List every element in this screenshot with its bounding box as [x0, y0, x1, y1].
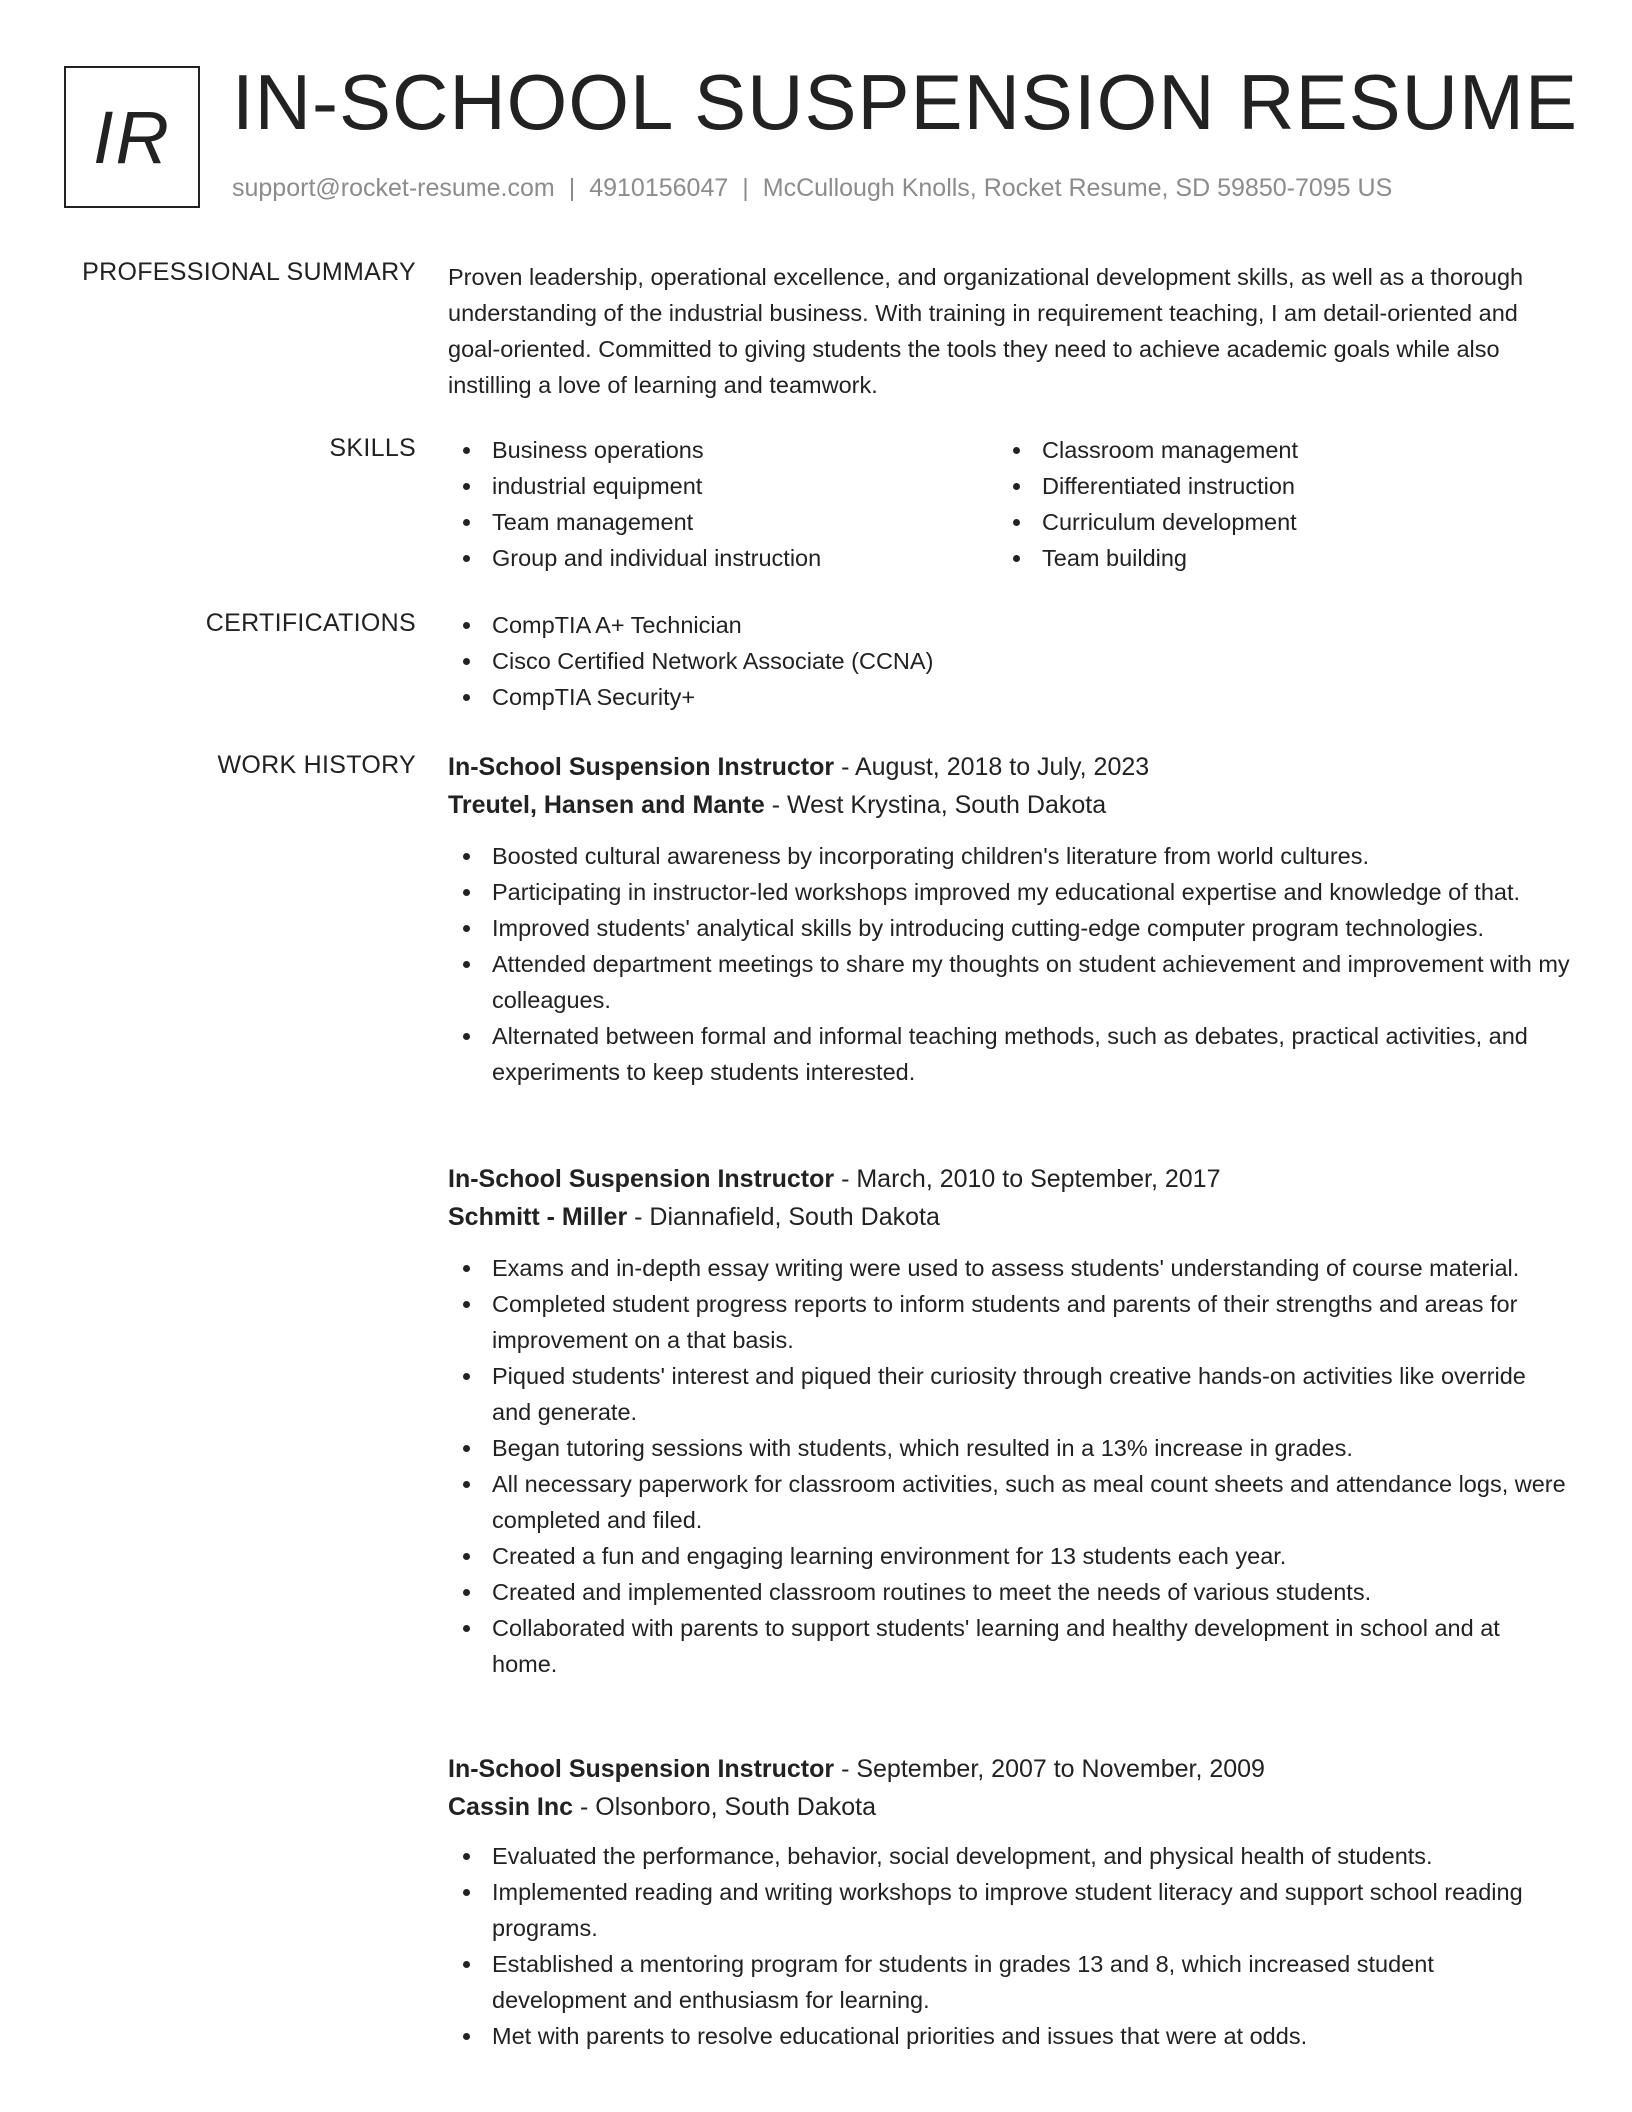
job-bullet: Established a mentoring program for students in grades 13 and 8, which increased student development and enthusiasm for learning.: [448, 1946, 1570, 2018]
job-bullet: Piqued students' interest and piqued their curiosity through creative hands-on activities like override and generate.: [448, 1358, 1570, 1430]
job-bullet: Alternated between formal and informal teaching methods, such as debates, practical activities, and experiments to keep students interested.: [448, 1018, 1570, 1090]
job-bullet: Improved students' analytical skills by introducing cutting-edge computer program technologies.: [448, 910, 1570, 946]
job-bullet: Met with parents to resolve educational priorities and issues that were at odds.: [448, 2018, 1570, 2054]
job-company: Cassin Inc: [448, 1793, 574, 1821]
job-company: Schmitt - Miller: [448, 1203, 628, 1231]
job-title-line: [448, 1160, 1570, 1198]
job-bullets: [448, 1250, 1570, 1682]
job-title-line: [448, 748, 1570, 786]
job-bullet: Evaluated the performance, behavior, social development, and physical health of students.: [448, 1838, 1570, 1874]
skill-item: industrial equipment: [448, 468, 998, 504]
job-company-line: [448, 1198, 1570, 1236]
contact-separator: |: [568, 174, 576, 202]
contact-address: McCullough Knolls, Rocket Resume, SD 59850-7095 US: [762, 174, 1393, 202]
job-bullet: All necessary paperwork for classroom activities, such as meal count sheets and attendance logs, were completed and filed.: [448, 1466, 1570, 1538]
skills-list-right: [998, 432, 1548, 576]
monogram-badge: [64, 66, 200, 208]
job-bullet: Boosted cultural awareness by incorporating children's literature from world cultures.: [448, 838, 1570, 874]
job-title-line: [448, 1750, 1570, 1788]
skill-item: Differentiated instruction: [998, 468, 1548, 504]
job-location: - West Krystina, South Dakota: [764, 791, 1107, 819]
job-location: - Diannafield, South Dakota: [627, 1203, 940, 1231]
certification-item: CompTIA Security+: [448, 679, 1570, 715]
job-bullet: Created a fun and engaging learning environment for 13 students each year.: [448, 1538, 1570, 1574]
job-bullet: Created and implemented classroom routines to meet the needs of various students.: [448, 1574, 1570, 1610]
contact-email: support@rocket-resume.com: [232, 174, 555, 202]
monogram-text: IR: [93, 95, 171, 179]
resume-title: IN-SCHOOL SUSPENSION RESUME: [232, 58, 1578, 146]
summary-label: PROFESSIONAL SUMMARY: [82, 258, 416, 286]
job-bullets: [448, 1838, 1570, 2054]
skill-item: Classroom management: [998, 432, 1548, 468]
summary-text: Proven leadership, operational excellence, and organizational development skills, as well as a thorough understanding of the industrial business. With training in requirement teaching, I am detail-oriented and goal-oriented. Committed to giving students the tools they need to achieve academic goals while also instilling a love of learning and teamwork.: [448, 264, 1524, 398]
job-company: Treutel, Hansen and Mante: [448, 791, 765, 819]
job-bullet: Implemented reading and writing workshops to improve student literacy and support school reading programs.: [448, 1874, 1570, 1946]
job-location: - Olsonboro, South Dakota: [573, 1793, 877, 1821]
job-bullets: [448, 838, 1570, 1090]
job-bullet: Began tutoring sessions with students, which resulted in a 13% increase in grades.: [448, 1430, 1570, 1466]
job-entry: [448, 1750, 1570, 2054]
job-entry: [448, 748, 1570, 1090]
job-bullet: Completed student progress reports to inform students and parents of their strengths and areas for improvement on a that basis.: [448, 1286, 1570, 1358]
job-company-line: [448, 1788, 1570, 1826]
job-bullet: Participating in instructor-led workshops improved my educational expertise and knowledge of that.: [448, 874, 1570, 910]
skills-grid: [448, 432, 1570, 576]
job-bullet: Collaborated with parents to support students' learning and healthy development in school and at home.: [448, 1610, 1570, 1682]
certifications-list: [448, 607, 1570, 715]
skills-label: SKILLS: [329, 434, 416, 462]
job-company-line: [448, 786, 1570, 824]
skill-item: Curriculum development: [998, 504, 1548, 540]
job-title: In-School Suspension Instructor: [448, 753, 835, 781]
contact-separator: |: [742, 174, 749, 202]
job-bullet: Attended department meetings to share my thoughts on student achievement and improvement with my colleagues.: [448, 946, 1570, 1018]
contact-line: [232, 174, 1392, 203]
job-dates: - August, 2018 to July, 2023: [834, 753, 1150, 781]
skill-item: Group and individual instruction: [448, 540, 998, 576]
certifications-label: CERTIFICATIONS: [205, 609, 416, 637]
certification-item: CompTIA A+ Technician: [448, 607, 1570, 643]
job-dates: - March, 2010 to September, 2017: [834, 1165, 1221, 1193]
skill-item: Team building: [998, 540, 1548, 576]
job-dates: - September, 2007 to November, 2009: [834, 1755, 1265, 1783]
work-history-label: WORK HISTORY: [217, 751, 416, 779]
job-bullet: Exams and in-depth essay writing were used to assess students' understanding of course material.: [448, 1250, 1570, 1286]
skill-item: Business operations: [448, 432, 998, 468]
skill-item: Team management: [448, 504, 998, 540]
job-title: In-School Suspension Instructor: [448, 1165, 835, 1193]
contact-phone: 4910156047: [589, 174, 729, 202]
job-title: In-School Suspension Instructor: [448, 1755, 835, 1783]
job-entry: [448, 1160, 1570, 1682]
skills-list-left: [448, 432, 998, 576]
certification-item: Cisco Certified Network Associate (CCNA): [448, 643, 1570, 679]
certifications-section: [448, 607, 1570, 715]
